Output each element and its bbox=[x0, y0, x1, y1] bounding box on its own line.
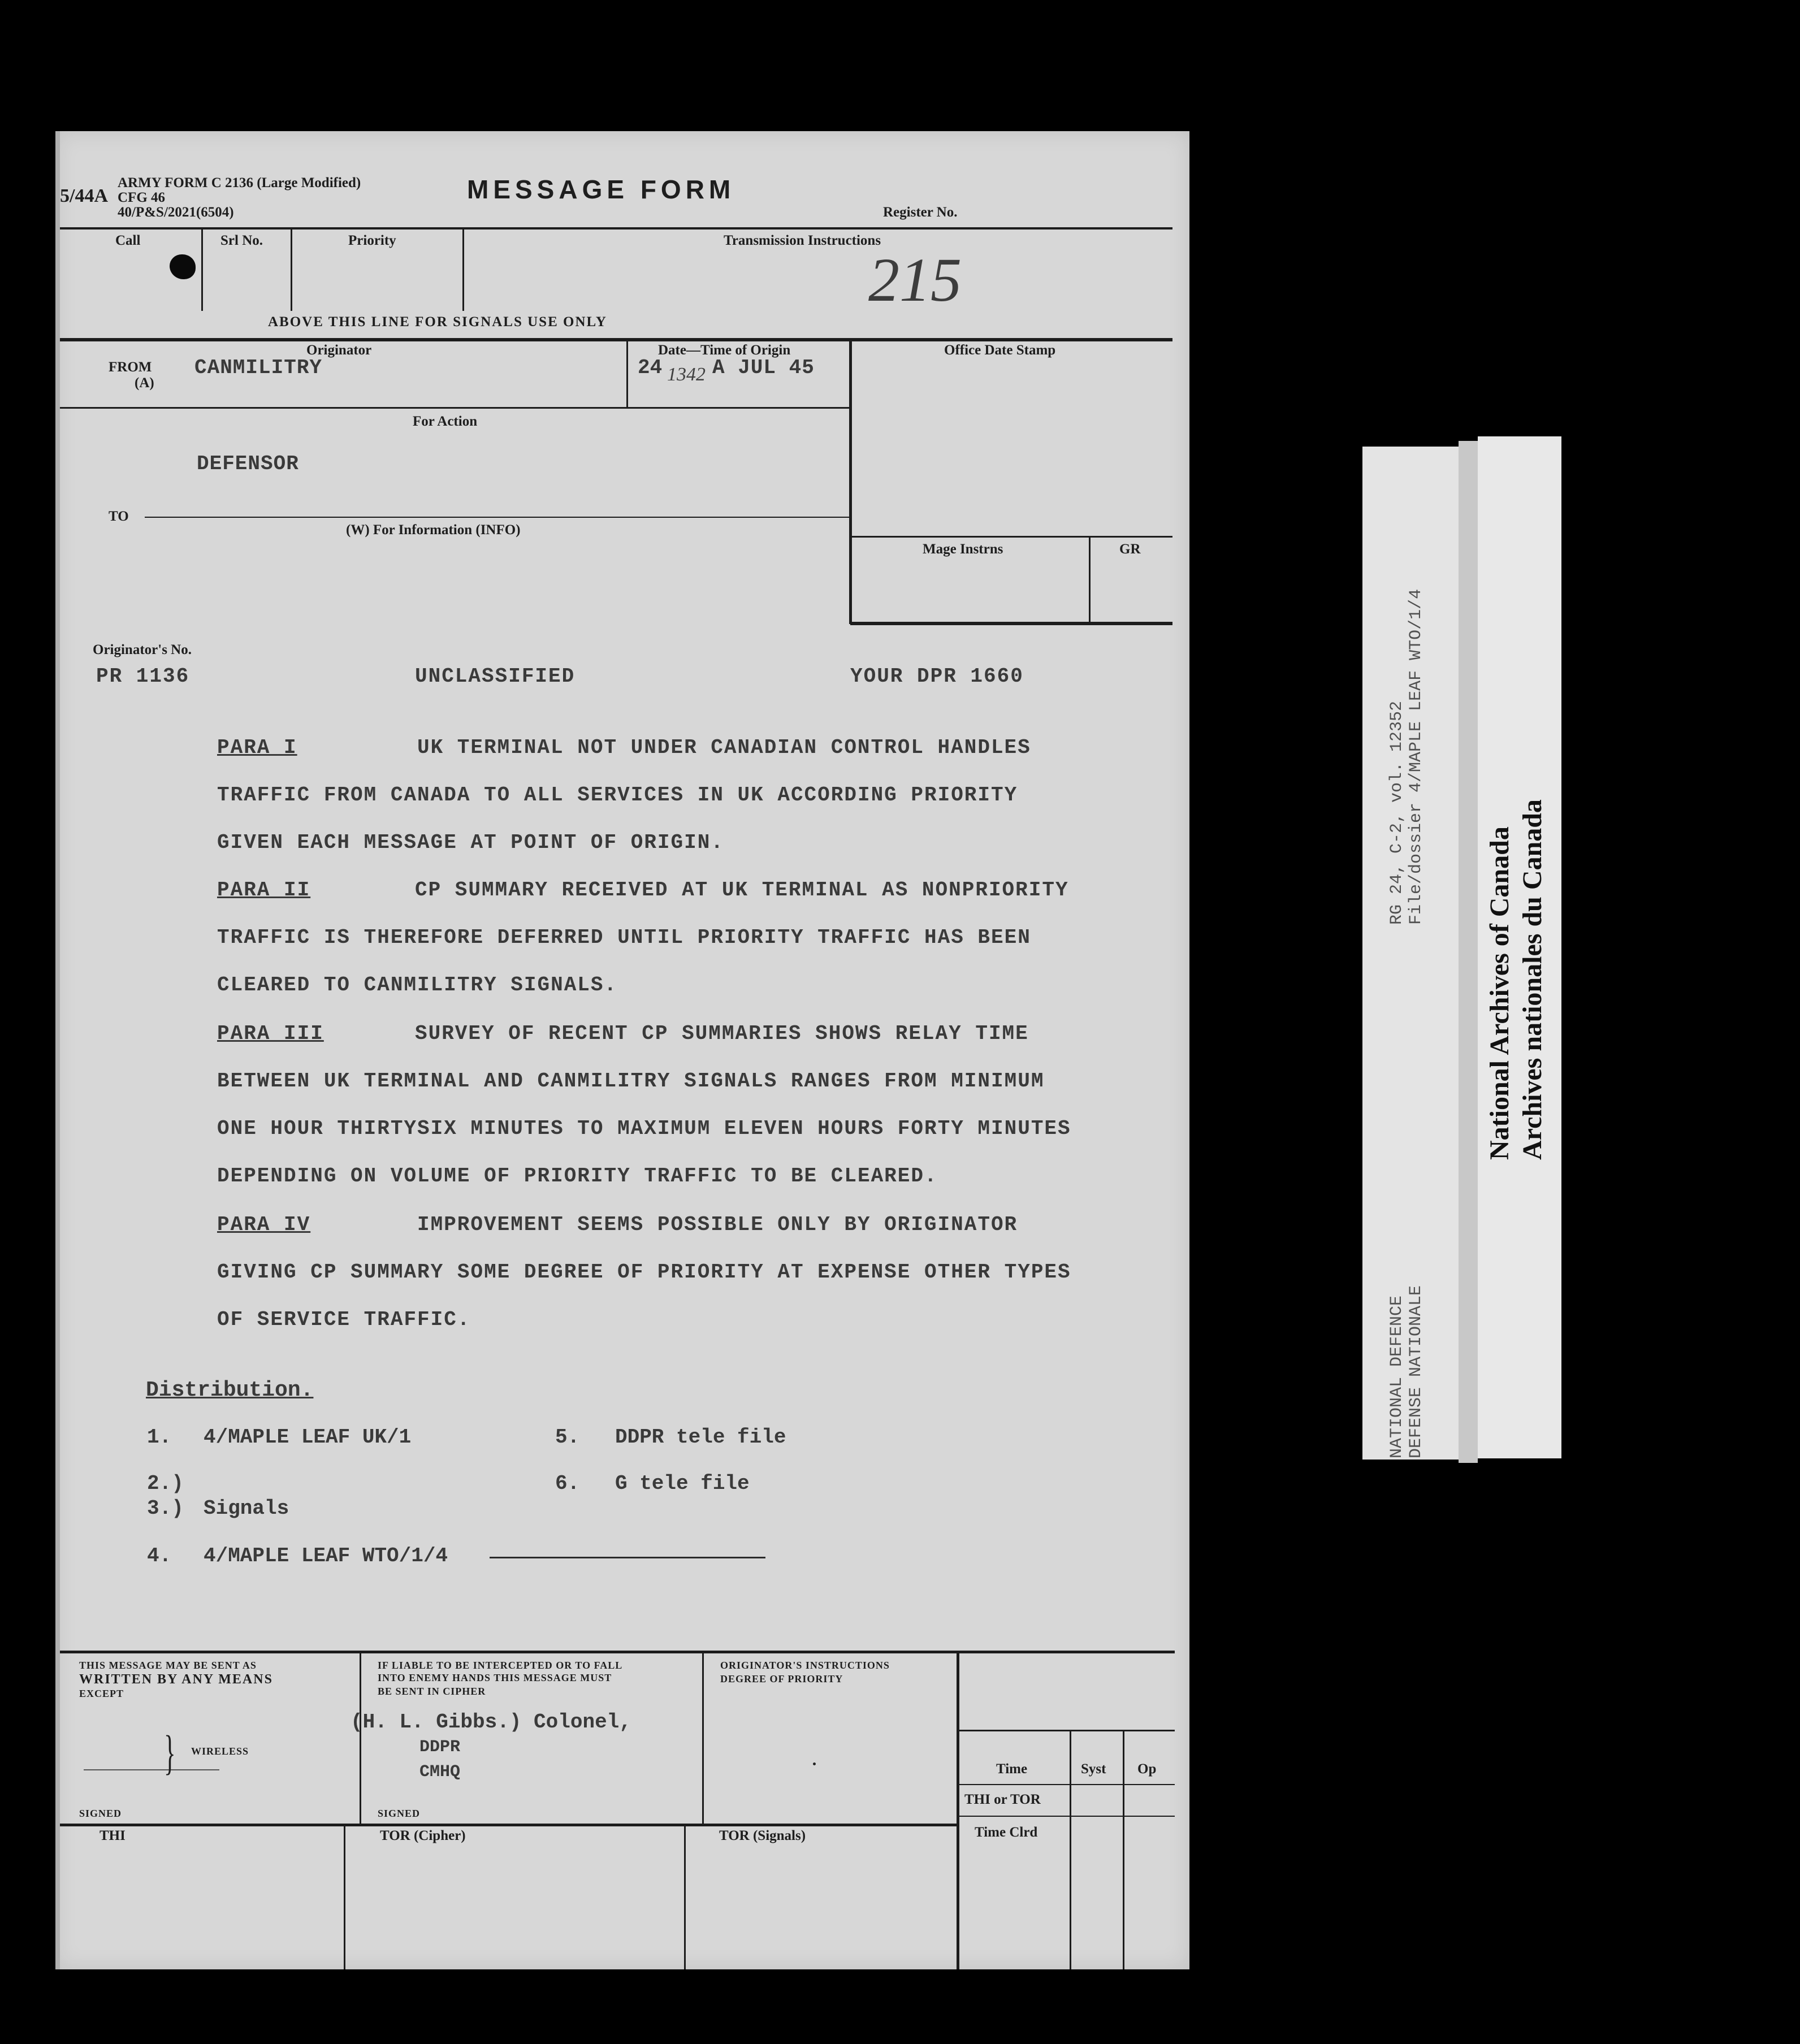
body-line: OF SERVICE TRAFFIC. bbox=[217, 1308, 471, 1331]
cipher-note: BE SENT IN CIPHER bbox=[378, 1686, 486, 1697]
originator-instructions-label: ORIGINATOR'S INSTRUCTIONS bbox=[720, 1660, 890, 1671]
srl-label: Srl No. bbox=[220, 233, 263, 248]
rule bbox=[958, 1816, 1175, 1817]
gr-label: GR bbox=[1119, 542, 1141, 557]
tor-cipher-label: TOR (Cipher) bbox=[380, 1828, 466, 1843]
ink-dot bbox=[813, 1762, 816, 1765]
degree-of-priority-label: DEGREE OF PRIORITY bbox=[720, 1673, 843, 1684]
date-time-handwritten: 1342 bbox=[667, 364, 706, 385]
rule bbox=[291, 229, 292, 311]
distribution-pointer-line bbox=[490, 1557, 765, 1558]
op-label: Op bbox=[1137, 1761, 1157, 1777]
rule bbox=[850, 622, 1172, 625]
rule bbox=[55, 1824, 958, 1826]
cipher-note: INTO ENEMY HANDS THIS MESSAGE MUST bbox=[378, 1672, 612, 1683]
body-line: CP SUMMARY RECEIVED AT UK TERMINAL AS NONPRIORITY bbox=[415, 878, 1069, 902]
form-cfg: CFG 46 bbox=[118, 190, 166, 205]
archive-reference-file: File/dossier 4/MAPLE LEAF WTO/1/4 bbox=[1407, 588, 1426, 925]
written-note: EXCEPT bbox=[79, 1688, 124, 1699]
para-label: PARA I bbox=[217, 736, 297, 759]
distribution-number: 5. bbox=[555, 1426, 580, 1449]
distribution-number: 4. bbox=[147, 1544, 172, 1567]
from-sub-label: (A) bbox=[135, 375, 154, 391]
signer-title: DDPR bbox=[419, 1738, 461, 1757]
body-line: GIVING CP SUMMARY SOME DEGREE OF PRIORITY AT EXPENSE OTHER TYPES bbox=[217, 1261, 1071, 1284]
body-line: SURVEY OF RECENT CP SUMMARIES SHOWS RELAY TIME bbox=[415, 1022, 1029, 1045]
for-information-label: (W) For Information (INFO) bbox=[346, 522, 521, 538]
distribution-item: 4/MAPLE LEAF UK/1 bbox=[204, 1426, 412, 1449]
signer-name: (H. L. Gibbs.) Colonel, bbox=[351, 1710, 631, 1734]
date-day: 24 bbox=[638, 356, 663, 379]
originator-value: CANMILITRY bbox=[194, 356, 323, 379]
classification: UNCLASSIFIED bbox=[415, 665, 576, 688]
body-line: TRAFFIC IS THEREFORE DEFERRED UNTIL PRIORITY TRAFFIC HAS BEEN bbox=[217, 926, 1031, 949]
para-label: PARA II bbox=[217, 878, 311, 902]
form-title: MESSAGE FORM bbox=[467, 175, 735, 204]
rule bbox=[702, 1653, 704, 1824]
archive-name bbox=[1483, 799, 1549, 1160]
body-line: CLEARED TO CANMILITRY SIGNALS. bbox=[217, 973, 618, 997]
for-action-label: For Action bbox=[413, 414, 478, 429]
para-label: PARA III bbox=[217, 1022, 324, 1045]
wireless-label: WIRELESS bbox=[191, 1746, 249, 1757]
archive-reference-strip bbox=[1362, 447, 1459, 1460]
body-line: TRAFFIC FROM CANADA TO ALL SERVICES IN UK ACCORDING PRIORITY bbox=[217, 783, 1018, 807]
handwritten-number: 215 bbox=[868, 245, 962, 314]
distribution-item: Signals bbox=[204, 1497, 289, 1520]
body-line: GIVEN EACH MESSAGE AT POINT OF ORIGIN. bbox=[217, 831, 724, 854]
brace-glyph: } bbox=[164, 1725, 176, 1779]
to-label: TO bbox=[109, 509, 129, 524]
signer-unit: CMHQ bbox=[419, 1762, 461, 1782]
message-form bbox=[55, 131, 1189, 1969]
office-date-stamp-label: Office Date Stamp bbox=[944, 343, 1056, 358]
from-label: FROM bbox=[109, 360, 152, 375]
register-label: Register No. bbox=[883, 205, 958, 220]
rule bbox=[684, 1825, 686, 1969]
archive-department-fr: DEFENSE NATIONALE bbox=[1407, 1285, 1426, 1458]
archive-department-en: NATIONAL DEFENCE bbox=[1387, 1295, 1407, 1458]
rule bbox=[201, 229, 203, 311]
call-label: Call bbox=[115, 233, 141, 248]
body-line: DEPENDING ON VOLUME OF PRIORITY TRAFFIC TO BE CLEARED. bbox=[217, 1164, 938, 1188]
rule bbox=[344, 1825, 345, 1969]
body-line: BETWEEN UK TERMINAL AND CANMILITRY SIGNALS RANGES FROM MINIMUM bbox=[217, 1069, 1045, 1093]
rule bbox=[55, 407, 850, 409]
originator-label: Originator bbox=[306, 343, 372, 358]
distribution-item: DDPR tele file bbox=[615, 1426, 786, 1449]
rule bbox=[958, 1730, 1175, 1731]
distribution-item: 4/MAPLE LEAF WTO/1/4 bbox=[204, 1544, 448, 1567]
strip-fold bbox=[1459, 441, 1478, 1463]
rule bbox=[55, 227, 1172, 229]
body-line: UK TERMINAL NOT UNDER CANADIAN CONTROL HANDLES bbox=[417, 736, 1031, 759]
thi-label: THI bbox=[99, 1828, 126, 1843]
body-line: ONE HOUR THIRTYSIX MINUTES TO MAXIMUM ELEVEN HOURS FORTY MINUTES bbox=[217, 1117, 1071, 1140]
form-code: 5/44A bbox=[60, 185, 108, 206]
distribution-number: 6. bbox=[555, 1472, 580, 1495]
rule bbox=[1070, 1731, 1071, 1969]
rule bbox=[360, 1653, 361, 1824]
signed-label: SIGNED bbox=[378, 1808, 421, 1819]
above-line-note: ABOVE THIS LINE FOR SIGNALS USE ONLY bbox=[268, 314, 607, 330]
distribution-number: 3.) bbox=[147, 1497, 184, 1520]
archive-reference-volume: RG 24, C-2, vol. 12352 bbox=[1387, 700, 1407, 925]
time-label: Time bbox=[996, 1761, 1028, 1777]
rule bbox=[84, 1769, 219, 1770]
time-cleared-label: Time Clrd bbox=[975, 1825, 1038, 1840]
distribution-title: Distribution. bbox=[146, 1378, 314, 1402]
distribution-number: 2.) bbox=[147, 1472, 184, 1495]
paper-edge bbox=[55, 131, 60, 1969]
distribution-number: 1. bbox=[147, 1426, 172, 1449]
archive-reference bbox=[1387, 589, 1426, 925]
originators-number: PR 1136 bbox=[96, 665, 190, 688]
rule bbox=[849, 340, 852, 624]
rule bbox=[462, 229, 464, 311]
written-note: THIS MESSAGE MAY BE SENT AS bbox=[79, 1660, 257, 1671]
form-ref: 40/P&S/2021(6504) bbox=[118, 205, 234, 220]
archive-name-en: National Archives of Canada bbox=[1485, 826, 1515, 1160]
rule bbox=[626, 341, 628, 407]
rule bbox=[1089, 537, 1091, 623]
rule bbox=[145, 517, 850, 518]
archive-name-strip bbox=[1478, 436, 1561, 1458]
thi-or-tor-label: THI or TOR bbox=[964, 1792, 1041, 1807]
message-reference: YOUR DPR 1660 bbox=[850, 665, 1024, 688]
archive-department bbox=[1387, 1285, 1426, 1458]
date-month-year: A JUL 45 bbox=[712, 356, 815, 379]
date-time-label: Date—Time of Origin bbox=[658, 343, 791, 358]
rule bbox=[55, 1651, 1175, 1653]
rule bbox=[958, 1784, 1175, 1785]
tor-signals-label: TOR (Signals) bbox=[719, 1828, 806, 1843]
written-note: WRITTEN BY ANY MEANS bbox=[79, 1672, 273, 1687]
distribution-item: G tele file bbox=[615, 1472, 750, 1495]
message-instructions-label: Mage Instrns bbox=[923, 542, 1003, 557]
rule bbox=[957, 1653, 959, 1969]
body-line: IMPROVEMENT SEEMS POSSIBLE ONLY BY ORIGINATOR bbox=[417, 1213, 1018, 1236]
form-name: ARMY FORM C 2136 (Large Modified) bbox=[118, 175, 361, 190]
signed-label: SIGNED bbox=[79, 1808, 122, 1819]
originators-number-label: Originator's No. bbox=[93, 642, 192, 657]
priority-label: Priority bbox=[348, 233, 396, 248]
action-addressee: DEFENSOR bbox=[197, 452, 299, 475]
rule bbox=[55, 338, 1172, 341]
syst-label: Syst bbox=[1081, 1761, 1106, 1777]
transmission-label: Transmission Instructions bbox=[724, 233, 881, 248]
archive-name-fr: Archives nationales du Canada bbox=[1517, 799, 1547, 1160]
rule bbox=[1123, 1731, 1124, 1969]
para-label: PARA IV bbox=[217, 1213, 311, 1236]
rule bbox=[850, 536, 1172, 538]
cipher-note: IF LIABLE TO BE INTERCEPTED OR TO FALL bbox=[378, 1660, 623, 1671]
punch-hole bbox=[170, 254, 196, 279]
